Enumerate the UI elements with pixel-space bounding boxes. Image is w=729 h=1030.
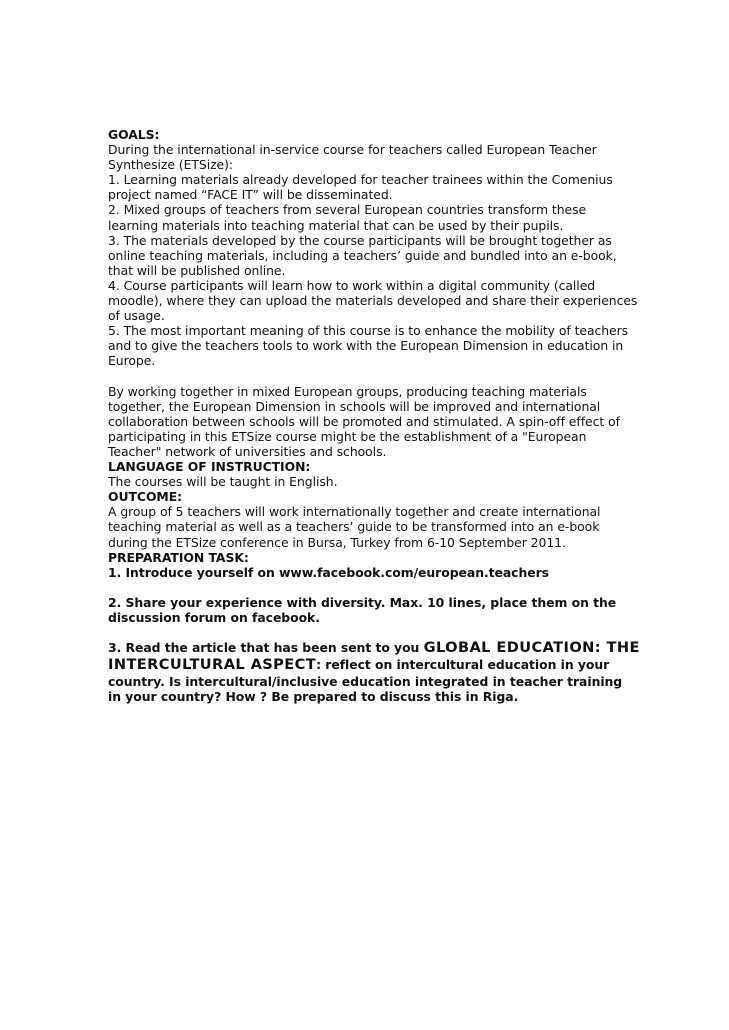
- goals-line: 5. The most important meaning of this course is to enhance the mobility of teachers: [108, 323, 629, 339]
- goals-line: 1. Learning materials already developed for teacher trainees within the Comenius: [108, 172, 613, 188]
- outcome-line: teaching material as well as a teachers’ guide to be transformed into an e-book: [108, 519, 600, 535]
- task-3-line: [108, 639, 640, 657]
- summary-paragraph: [108, 384, 628, 459]
- summary-line: collaboration between schools will be promoted and stimulated. A spin-off effect of: [108, 413, 620, 429]
- language-text: The courses will be taught in English.: [108, 474, 338, 490]
- summary-line: together, the European Dimension in schools will be improved and international: [108, 398, 601, 414]
- preparation-heading: PREPARATION TASK:: [108, 549, 249, 565]
- goals-line: Synthesize (ETSize):: [108, 157, 234, 173]
- goals-line: 3. The materials developed by the course participants will be brought together as: [108, 232, 612, 248]
- preparation-task-3: [108, 639, 640, 704]
- goals-line: project named “FACE IT” will be disseminated.: [108, 187, 393, 203]
- goals-line: online teaching materials, including a teachers’ guide and bundled into an e-book,: [108, 247, 617, 263]
- goals-line: and to give the teachers tools to work with the European Dimension in education in: [108, 338, 624, 354]
- article-title-part1: GLOBAL EDUCATION: THE: [423, 639, 640, 657]
- paragraph-spacer: [108, 369, 628, 384]
- preparation-task-2: [108, 595, 628, 625]
- goals-line: During the international in-service course for teachers called European Teacher: [108, 142, 597, 158]
- goals-line: learning materials into teaching material that can be used by their pupils.: [108, 217, 564, 233]
- task-3-line: in your country? How ? Be prepared to discuss this in Riga.: [108, 688, 519, 704]
- outcome-line: during the ETSize conference in Bursa, Turkey from 6-10 September 2011.: [108, 534, 566, 550]
- summary-line: participating in this ETSize course might be the establishment of a "European: [108, 428, 587, 444]
- goals-line: 2. Mixed groups of teachers from several European countries transform these: [108, 202, 587, 218]
- summary-line: Teacher" network of universities and schools.: [108, 443, 387, 459]
- goals-heading: GOALS:: [108, 127, 160, 142]
- preparation-task-1: 1. Introduce yourself on www.facebook.com/european.teachers: [108, 564, 549, 580]
- paragraph-spacer: [108, 580, 628, 595]
- goals-line: moodle), where they can upload the materials developed and share their experiences: [108, 293, 638, 309]
- task-2-line: discussion forum on facebook.: [108, 610, 320, 625]
- outcome-heading: OUTCOME:: [108, 489, 183, 505]
- goals-line: 4. Course participants will learn how to work within a digital community (called: [108, 277, 596, 293]
- document-page: [108, 127, 640, 704]
- task-3-line: country. Is intercultural/inclusive education integrated in teacher training: [108, 673, 623, 689]
- task-3-prefix: 3. Read the article that has been sent to you: [108, 640, 424, 656]
- task-3-line-rest: : reflect on intercultural education in your: [316, 656, 610, 672]
- paragraph-spacer: [108, 625, 628, 640]
- goals-line: that will be published online.: [108, 262, 286, 278]
- language-heading: LANGUAGE OF INSTRUCTION:: [108, 459, 311, 475]
- goals-body: [108, 142, 638, 369]
- outcome-line: A group of 5 teachers will work internationally together and create international: [108, 504, 601, 520]
- task-3-line: [108, 657, 628, 674]
- summary-line: By working together in mixed European groups, producing teaching materials: [108, 383, 587, 399]
- goals-line: of usage.: [108, 308, 165, 324]
- article-title-part2: INTERCULTURAL ASPECT: [108, 655, 317, 673]
- goals-line: Europe.: [108, 353, 156, 369]
- task-2-line: 2. Share your experience with diversity. Max. 10 lines, place them on the: [108, 594, 617, 610]
- outcome-body: [108, 504, 628, 549]
